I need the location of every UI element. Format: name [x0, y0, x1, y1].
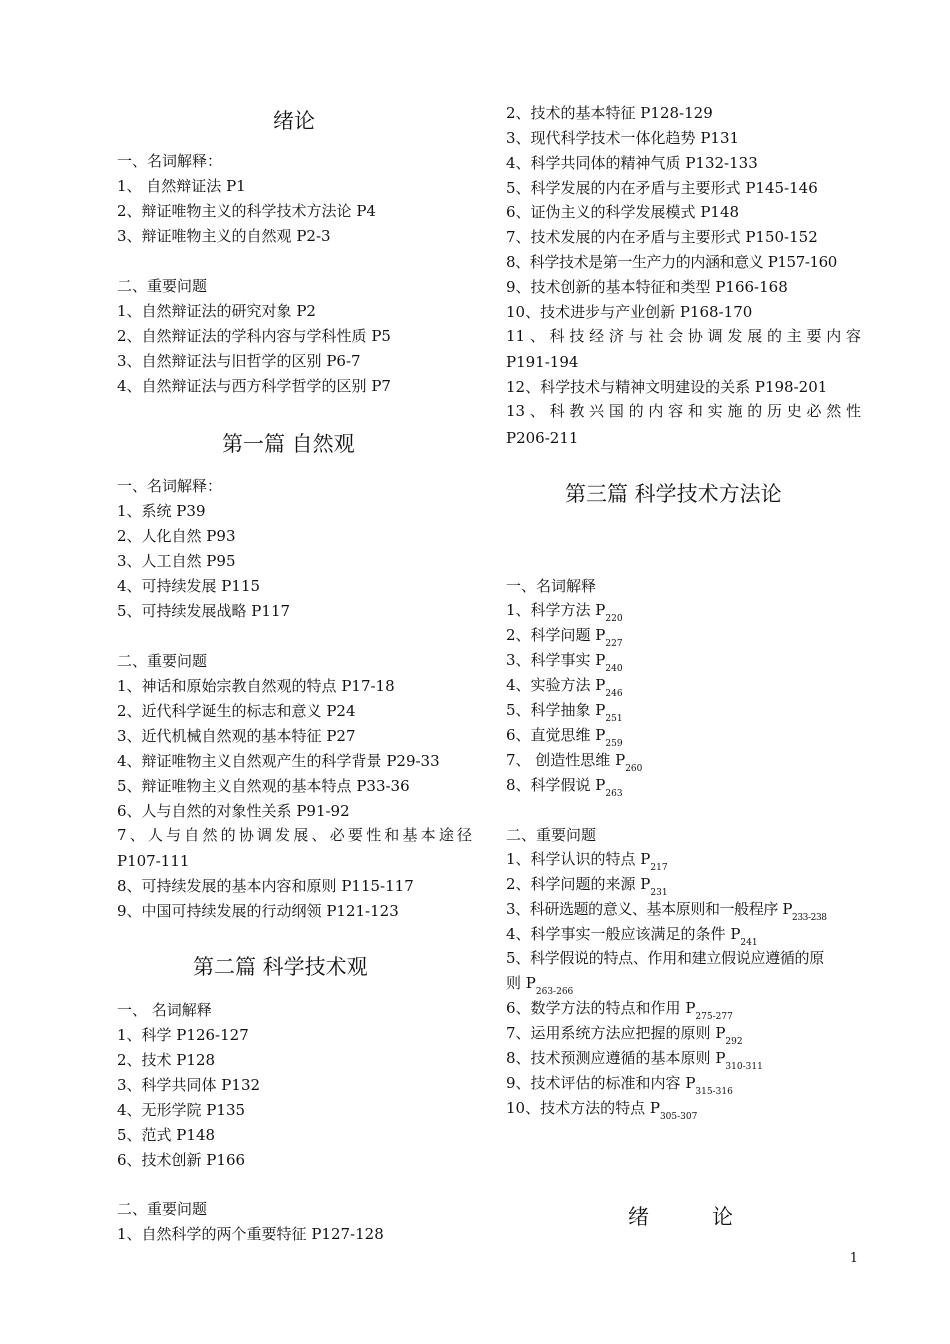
- list-item: 4、科学事实一般应该满足的条件 $P_{241}$: [506, 925, 758, 948]
- list-item: 1、科学 P126-127: [117, 1026, 249, 1044]
- list-item: 5、可持续发展战略 P117: [117, 602, 291, 620]
- list-item: 3、近代机械自然观的基本特征 P27: [117, 727, 356, 745]
- list-item: 13、科教兴国的内容和实施的历史必然性: [506, 402, 861, 420]
- list-item: 11、科技经济与社会协调发展的主要内容: [506, 327, 861, 345]
- part1-questions-heading: 二、重要问题: [117, 652, 208, 670]
- list-item: 6、直觉思维 $P_{259}$: [506, 726, 623, 749]
- list-item: 4、科学共同体的精神气质 P132-133: [506, 154, 758, 172]
- part2-terms-heading: 一、 名词解释: [117, 1001, 212, 1019]
- list-item: 2、科学问题的来源 $P_{231}$: [506, 875, 668, 898]
- part3-questions-heading: 二、重要问题: [506, 826, 597, 844]
- list-item: 2、辩证唯物主义的科学技术方法论 P4: [117, 202, 376, 220]
- list-item: 1、系统 P39: [117, 502, 206, 520]
- list-item: 6、人与自然的对象性关系 P91-92: [117, 802, 350, 820]
- list-item-continuation: 则 $P_{263-266}$: [506, 974, 574, 997]
- list-item: 3、现代科学技术一体化趋势 P131: [506, 129, 740, 147]
- list-item: 1、科学认识的特点 $P_{217}$: [506, 850, 668, 873]
- part3-terms-heading: 一、名词解释: [506, 577, 597, 595]
- list-item: 9、中国可持续发展的行动纲领 P121-123: [117, 902, 399, 920]
- page-number: 1: [849, 1251, 858, 1266]
- list-item: 12、科学技术与精神文明建设的关系 P198-201: [506, 378, 828, 396]
- list-item: 2、人化自然 P93: [117, 527, 236, 545]
- next-section-title: 绪 论: [628, 1205, 733, 1229]
- list-item-continuation: P107-111: [117, 852, 190, 870]
- list-item: 5、科学抽象 $P_{251}$: [506, 701, 623, 724]
- list-item: 9、技术评估的标准和内容 $P_{315-316}$: [506, 1074, 733, 1097]
- list-item: 10、技术方法的特点 $P_{305-307}$: [506, 1099, 698, 1122]
- list-item: 3、科研选题的意义、基本原则和一般程序 $P_{233-238}$: [506, 900, 827, 923]
- list-item: 7、运用系统方法应把握的原则 $P_{292}$: [506, 1024, 743, 1047]
- list-item: 6、数学方法的特点和作用 $P_{275-277}$: [506, 999, 733, 1022]
- list-item: 1、科学方法 $P_{220}$: [506, 601, 623, 624]
- part1-terms-heading: 一、名词解释：: [117, 477, 223, 495]
- list-item: 8、科学假说 $P_{263}$: [506, 776, 623, 799]
- intro-questions-heading: 二、重要问题: [117, 277, 208, 295]
- list-item-continuation: P191-194: [506, 353, 579, 371]
- list-item: 2、技术 P128: [117, 1051, 216, 1069]
- list-item: 7、技术发展的内在矛盾与主要形式 P150-152: [506, 228, 818, 246]
- list-item: 1、自然科学的两个重要特征 P127-128: [117, 1225, 384, 1243]
- list-item: 7、人与自然的协调发展、必要性和基本途径: [117, 826, 472, 844]
- list-item: 5、科学发展的内在矛盾与主要形式 P145-146: [506, 179, 818, 197]
- part3-title: 第三篇 科学技术方法论: [565, 482, 782, 506]
- list-item: 1、 自然辩证法 P1: [117, 177, 246, 195]
- list-item: 10、技术进步与产业创新 P168-170: [506, 303, 753, 321]
- list-item: 4、无形学院 P135: [117, 1101, 246, 1119]
- list-item: 4、自然辩证法与西方科学哲学的区别 P7: [117, 377, 391, 395]
- intro-terms-heading: 一、名词解释：: [117, 152, 223, 170]
- list-item: 8、可持续发展的基本内容和原则 P115-117: [117, 877, 414, 895]
- part1-title: 第一篇 自然观: [222, 432, 355, 456]
- list-item: 2、技术的基本特征 P128-129: [506, 104, 713, 122]
- list-item: 3、科学共同体 P132: [117, 1076, 261, 1094]
- list-item: 3、自然辩证法与旧哲学的区别 P6-7: [117, 352, 361, 370]
- intro-title: 绪论: [273, 109, 315, 133]
- list-item: 5、辩证唯物主义自然观的基本特点 P33-36: [117, 777, 410, 795]
- list-item: 6、证伪主义的科学发展模式 P148: [506, 203, 740, 221]
- list-item: 4、辩证唯物主义自然观产生的科学背景 P29-33: [117, 752, 440, 770]
- list-item: 1、神话和原始宗教自然观的特点 P17-18: [117, 677, 395, 695]
- list-item: 4、实验方法 $P_{246}$: [506, 676, 623, 699]
- list-item: 7、 创造性思维 $P_{260}$: [506, 751, 643, 774]
- list-item: 2、科学问题 $P_{227}$: [506, 626, 623, 649]
- list-item: 3、辩证唯物主义的自然观 P2-3: [117, 227, 331, 245]
- list-item: 2、自然辩证法的学科内容与学科性质 P5: [117, 327, 391, 345]
- list-item: 9、技术创新的基本特征和类型 P166-168: [506, 278, 788, 296]
- list-item-continuation: P206-211: [506, 429, 579, 447]
- list-item: 6、技术创新 P166: [117, 1151, 246, 1169]
- list-item: 1、自然辩证法的研究对象 P2: [117, 302, 316, 320]
- part2-title: 第二篇 科学技术观: [193, 955, 368, 979]
- list-item: 4、可持续发展 P115: [117, 577, 261, 595]
- list-item: 2、近代科学诞生的标志和意义 P24: [117, 702, 356, 720]
- part2-questions-heading: 二、重要问题: [117, 1200, 208, 1218]
- list-item: 5、科学假说的特点、作用和建立假说应遵循的原: [506, 949, 824, 967]
- list-item: 5、范式 P148: [117, 1126, 216, 1144]
- list-item: 3、科学事实 $P_{240}$: [506, 651, 623, 674]
- list-item: 3、人工自然 P95: [117, 552, 236, 570]
- list-item: 8、科学技术是第一生产力的内涵和意义 P157-160: [506, 253, 837, 271]
- list-item: 8、技术预测应遵循的基本原则 $P_{310-311}$: [506, 1049, 763, 1072]
